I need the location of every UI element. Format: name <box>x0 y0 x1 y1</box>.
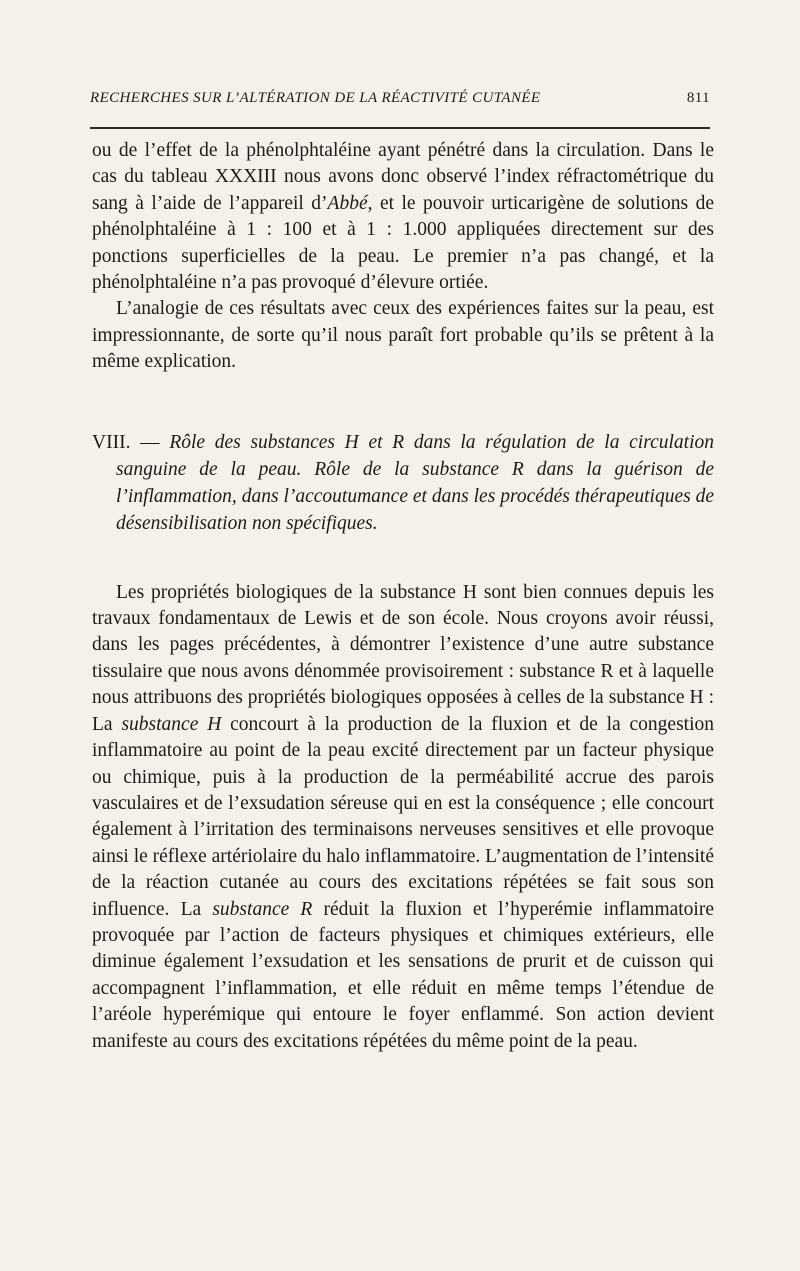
paragraph-properties-text-2: concourt à la production de la fluxion et de la congestion inflammatoire au point de la peau excité directement par un facteur physique ou chimique, puis à la production de la perméabilité accrue des parois vasculaires et de l’exsudation séreuse qui en est la conséquence ; elle concourt également à l’irritation des terminaisons nerveuses sensitives et elle provoque ainsi le réflexe artériolaire du halo inflammatoire. L’augmentation de l’intensité de la réaction cutanée au cours des excitations répétées se fait sous son influence. La <box>92 713 714 920</box>
body-text <box>92 138 714 1055</box>
paragraph-continuation <box>92 138 714 296</box>
paragraph-continuation-text-end: , et le pouvoir urticarigène de solutions de phénolphtaléine à 1 : 100 et à 1 : 1.000 appliquées directement sur des ponctions superficielles de la peau. Le premier n’a pas changé, et la phénolphtaléine n’a pas provoqué d’élevure ortiée. <box>92 192 714 294</box>
term-substance-r: substance R <box>212 898 313 920</box>
paragraph-properties-text-1: Les propriétés biologiques de la substance H sont bien connues depuis les travaux fondamentaux de Lewis et de son école. Nous croyons avoir réussi, dans les pages précédentes, à démontrer l’existence d’une autre substance tissulaire que nous avons dénommée provisoirement : substance R et à laquelle nous attribuons des propriétés biologiques opposées à celles de la substance H : La <box>92 581 714 735</box>
section-title: Rôle des substances H et R dans la régulation de la circulation sanguine de la peau. Rôle de la substance R dans la guérison de l’inflammation, dans l’accoutumance et dans les procédés thérapeutiques de désensibilisation non spécifiques. <box>116 431 714 534</box>
term-substance-h: substance H <box>121 713 222 735</box>
running-head <box>90 90 710 107</box>
header-rule <box>90 127 710 129</box>
section-heading <box>92 429 714 537</box>
paragraph-analogy: L’analogie de ces résultats avec ceux des expériences faites sur la peau, est impressionnante, de sorte qu’il nous paraît fort probable qu’ils se prêtent à la même explication. <box>92 298 714 373</box>
paragraph-properties <box>92 580 714 1055</box>
paragraph-properties-text-3: réduit la fluxion et l’hyperémie inflammatoire provoquée par l’action de facteurs physiques et chimiques extérieurs, elle diminue également l’exsudation et les sensations de prurit et de cuisson qui accompagnent l’inflammation, et elle réduit en même temps l’étendue de l’aréole hyperémique qui entoure le foyer enflammé. Son action devient manifeste au cours des excitations répétées du même point de la peau. <box>92 898 714 1052</box>
section-number: VIII. — <box>92 431 170 453</box>
paragraph-continuation-text: ou de l’effet de la phénolphtaléine ayant pénétré dans la circulation. Dans le cas du tableau XXXIII nous avons donc observé l’index réfractométrique du sang à l’aide de l’appareil d’ <box>92 140 714 214</box>
running-title: RECHERCHES SUR L’ALTÉRATION DE LA RÉACTIVITÉ CUTANÉE <box>90 90 541 106</box>
author-name-abbe: Abbé <box>327 192 368 214</box>
page-number: 811 <box>686 90 710 106</box>
